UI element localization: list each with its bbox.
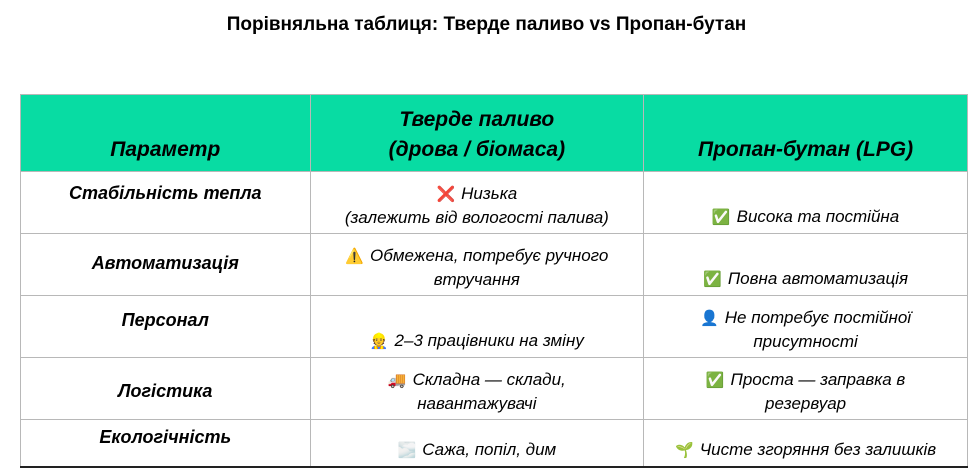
lpg-text: Чисте згоряння без залишків [699, 439, 937, 459]
person-icon: 👤 [700, 310, 719, 327]
check-icon: ✅ [703, 271, 722, 288]
solid-text-note: (залежить від вологості палива) [344, 208, 609, 227]
truck-icon: 🚚 [387, 372, 407, 389]
lpg-text: Не потребує постійної присутності [724, 308, 912, 351]
header-solid-line1: Тверде паливо [399, 108, 555, 131]
header-row [21, 95, 968, 172]
table-row [21, 296, 968, 358]
table-row [21, 234, 968, 296]
header-parameter: Параметр [21, 95, 311, 172]
page-title: Порівняльна таблиця: Тверде паливо vs Пропан-бутан [226, 14, 747, 35]
fog-icon: 🌫️ [397, 441, 417, 459]
param-cell: Екологічність [21, 420, 311, 467]
table-row [21, 420, 968, 467]
table-row [21, 358, 968, 420]
header-solid-fuel [310, 95, 644, 172]
param-cell: Автоматизація [21, 234, 311, 296]
table-row [21, 172, 968, 234]
solid-cell [310, 172, 644, 234]
param-cell: Стабільність тепла [21, 172, 311, 234]
lpg-cell [644, 172, 968, 234]
lpg-text: Проста — заправка в резервуар [730, 370, 906, 413]
solid-text: Обмежена, потребує ручного втручання [370, 246, 609, 289]
lpg-cell [644, 420, 968, 467]
solid-cell [310, 296, 644, 358]
lpg-cell [644, 296, 968, 358]
param-cell: Логістика [21, 358, 311, 420]
lpg-cell [644, 358, 968, 420]
lpg-text: Висока та постійна [736, 207, 900, 226]
header-solid-line2: (дрова / біомаса) [388, 138, 566, 161]
solid-cell [310, 358, 644, 420]
lpg-cell [644, 234, 968, 296]
solid-cell [310, 234, 644, 296]
lpg-text: Повна автоматизація [727, 269, 909, 288]
solid-text: Сажа, попіл, дим [422, 439, 557, 459]
solid-text: 2–3 працівники на зміну [394, 331, 584, 350]
solid-cell [310, 420, 644, 467]
param-cell: Персонал [21, 296, 311, 358]
worker-icon: 👷 [369, 333, 389, 350]
solid-text: Складна — склади, навантажувачі [412, 370, 566, 413]
comparison-table [20, 94, 968, 468]
check-icon: ✅ [711, 209, 731, 226]
warning-icon: ⚠️ [345, 248, 365, 265]
seedling-icon: 🌱 [675, 441, 694, 459]
header-lpg: Пропан-бутан (LPG) [644, 95, 968, 172]
solid-text: Низька [461, 184, 518, 203]
check-icon: ✅ [705, 372, 725, 389]
cross-icon: ❌ [436, 186, 456, 203]
